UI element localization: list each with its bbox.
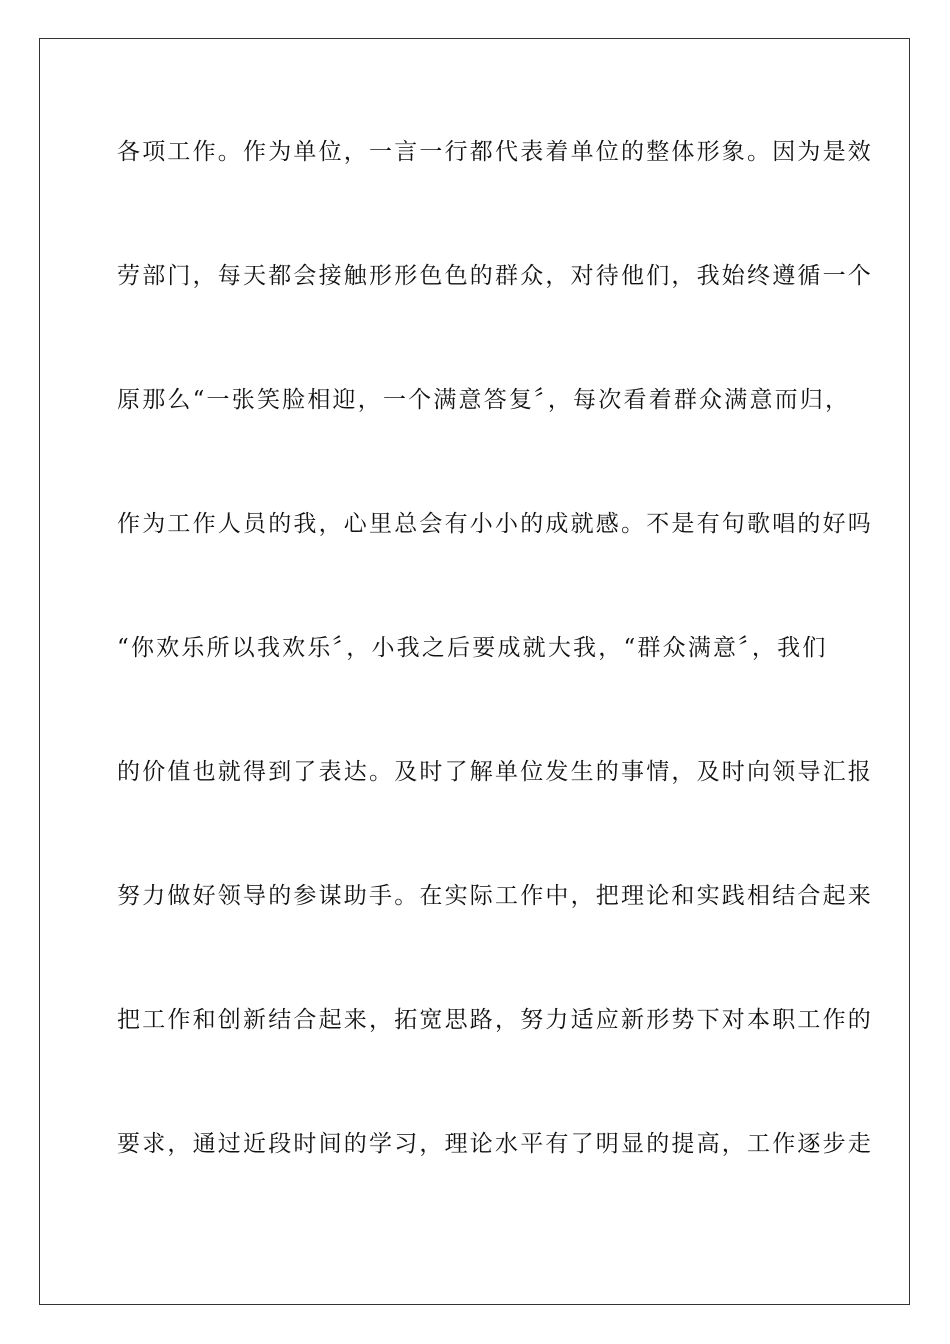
text-line: 要求，通过近段时间的学习，理论水平有了明显的提高，工作逐步走 xyxy=(117,1131,873,1157)
text-line: 的价值也就得到了表达。及时了解单位发生的事情，及时向领导汇报 xyxy=(117,759,873,785)
text-line: 把工作和创新结合起来，拓宽思路，努力适应新形势下对本职工作的 xyxy=(117,1007,873,1033)
text-line: 劳部门，每天都会接触形形色色的群众，对待他们，我始终遵循一个 xyxy=(117,263,873,289)
text-line: “你欢乐所以我欢乐〞，小我之后要成就大我，“群众满意〞，我们 xyxy=(117,635,828,661)
text-line: 作为工作人员的我，心里总会有小小的成就感。不是有句歌唱的好吗 xyxy=(117,511,873,537)
text-line: 原那么“一张笑脸相迎，一个满意答复〞，每次看着群众满意而归， xyxy=(117,387,851,413)
text-line: 努力做好领导的参谋助手。在实际工作中，把理论和实践相结合起来 xyxy=(117,883,873,909)
text-line: 各项工作。作为单位，一言一行都代表着单位的整体形象。因为是效 xyxy=(117,139,873,165)
body-text xyxy=(117,132,873,1248)
